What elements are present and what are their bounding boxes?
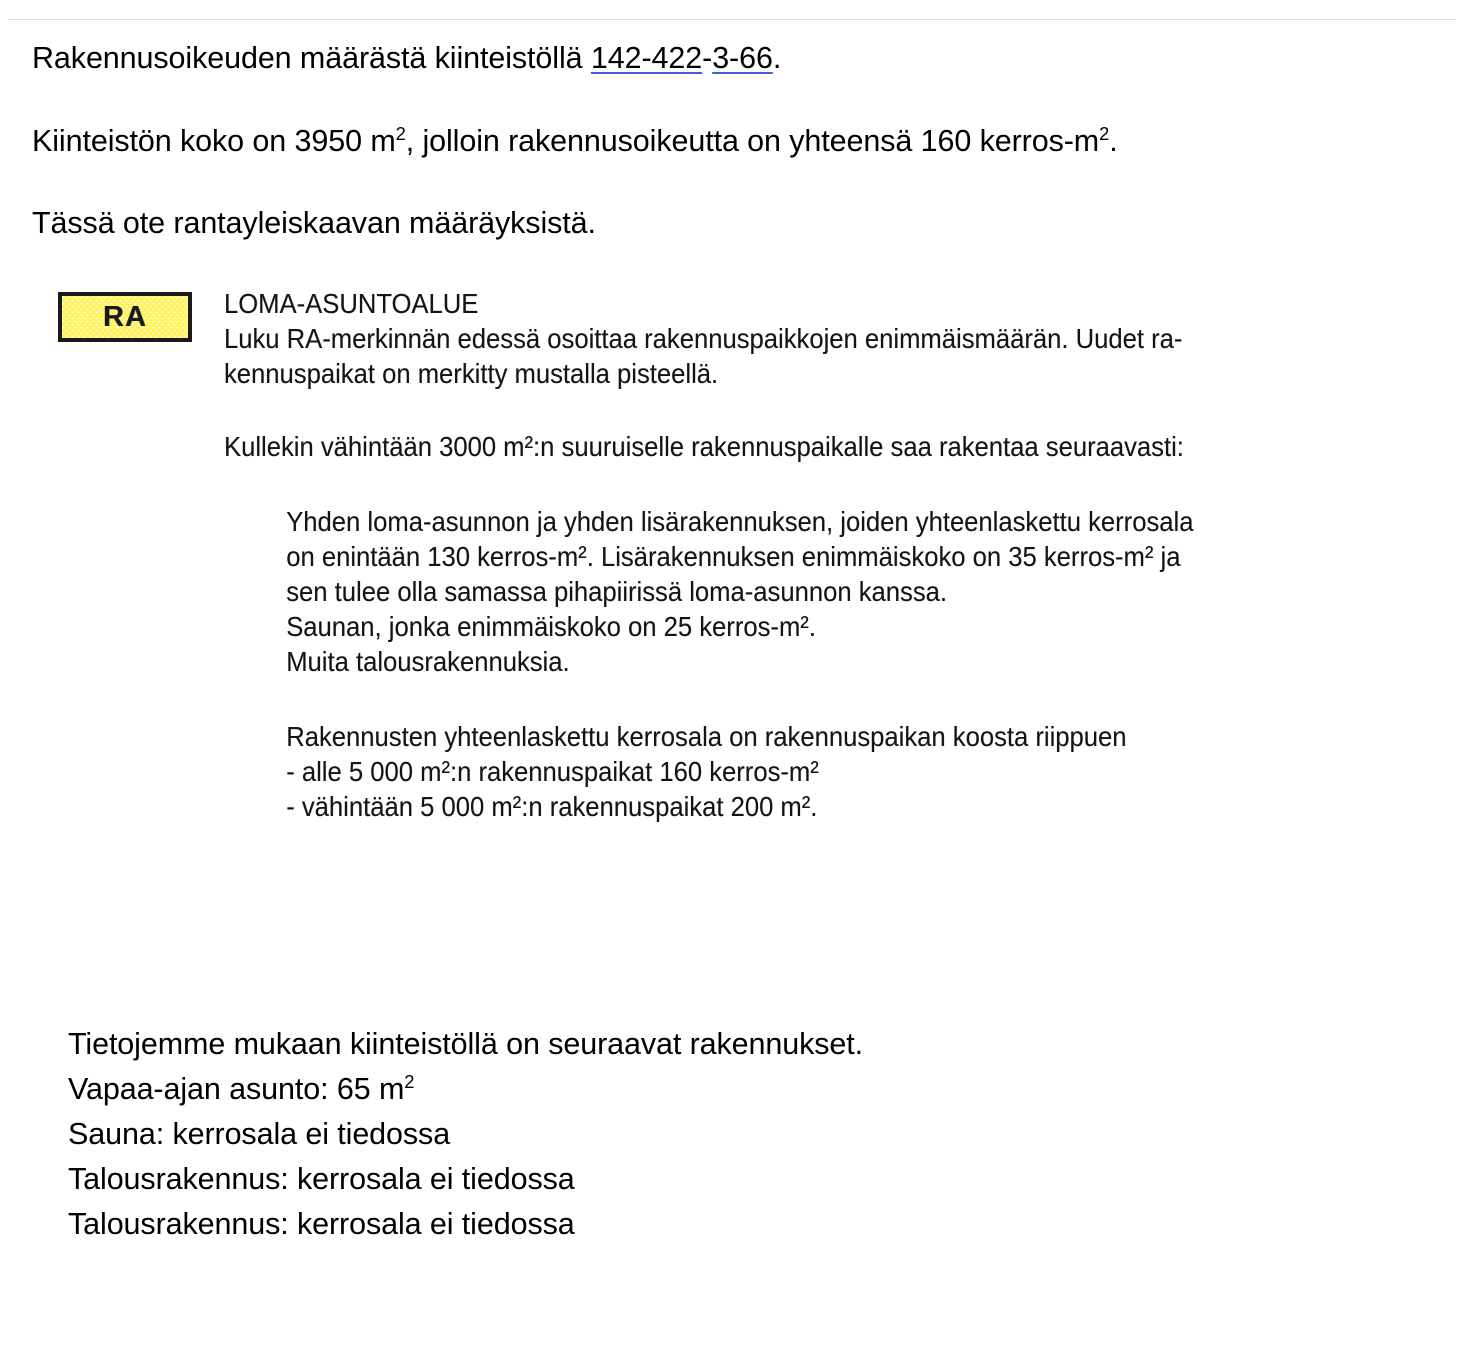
property-size-part-2: , jolloin rakennusoikeutta on yhteensä 160 kerros-m	[405, 123, 1100, 158]
building-item-1	[68, 1067, 1368, 1112]
plan-total-item-1: - alle 5 000 m²:n rakennuspaikat 160 kerros-m²	[286, 756, 819, 787]
property-id-line	[32, 40, 1432, 77]
property-size-part-3: .	[1109, 123, 1118, 158]
property-size-superscript-2: 2	[1099, 122, 1110, 144]
building-item-2	[68, 1112, 1368, 1157]
ra-symbol-label: RA	[103, 300, 147, 333]
building-item-1-label: Vapaa-ajan asunto: 65 m	[68, 1072, 405, 1106]
building-item-3	[68, 1157, 1368, 1202]
plan-gap-2	[224, 464, 1349, 504]
plan-allowance-line-5: Muita talousrakennuksia.	[286, 646, 570, 677]
building-item-4-label: Talousrakennus: kerrosala ei tiedossa	[68, 1207, 575, 1241]
plan-gap-3	[224, 679, 1349, 719]
plan-minimum-rule: Kullekin vähintään 3000 m²:n suuruiselle rakennuspaikalle saa rakentaa seuraavasti:	[224, 431, 1184, 462]
plan-total-intro: Rakennusten yhteenlaskettu kerrosala on rakennuspaikan koosta riippuen	[286, 721, 1127, 752]
property-size-line	[32, 123, 1432, 160]
property-size-part-1: Kiinteistön koko on 3950 m	[32, 123, 396, 158]
existing-buildings-section	[68, 1022, 1368, 1247]
building-item-2-label: Sauna: kerrosala ei tiedossa	[68, 1117, 451, 1151]
plan-allowance-line-4: Saunan, jonka enimmäiskoko on 25 kerros-m².	[286, 611, 816, 642]
plan-excerpt-text	[224, 286, 1349, 824]
plan-heading: LOMA-ASUNTOALUE	[224, 288, 479, 319]
top-divider	[8, 19, 1456, 20]
body-gap-2	[32, 159, 1432, 205]
plan-allowance-line-3: sen tulee olla samassa pihapiirissä loma-asunnon kanssa.	[286, 576, 948, 607]
plan-description-line-2: kennuspaikat on merkitty mustalla pisteellä.	[224, 358, 719, 389]
plan-excerpt-image	[0, 286, 1461, 866]
excerpt-intro-line: Tässä ote rantayleiskaavan määräyksistä.	[32, 206, 596, 241]
body-gap-1	[32, 77, 1432, 123]
plan-allowance-line-1: Yhden loma-asunnon ja yhden lisärakennuksen, joiden yhteenlaskettu kerrosala	[286, 506, 1194, 537]
property-id-separator: -	[702, 41, 713, 75]
ra-symbol-box	[58, 292, 192, 342]
building-item-4	[68, 1202, 1368, 1247]
buildings-intro: Tietojemme mukaan kiinteistöllä on seuraavat rakennukset.	[68, 1027, 864, 1061]
plan-allowance-group	[224, 504, 1349, 679]
building-item-1-superscript: 2	[404, 1070, 415, 1092]
property-id-part-1: 142-422	[590, 41, 703, 75]
plan-total-item-2: - vähintään 5 000 m²:n rakennuspaikat 200 m².	[286, 791, 818, 822]
plan-description-line-1: Luku RA-merkinnän edessä osoittaa rakennuspaikkojen enimmäismäärän. Uudet ra-	[224, 323, 1183, 354]
property-id-prefix: Rakennusoikeuden määrästä kiinteistöllä	[32, 41, 591, 75]
plan-gap-1	[224, 391, 1349, 429]
plan-total-group	[224, 719, 1349, 824]
property-id-part-2: 3-66	[712, 41, 773, 75]
message-body	[32, 40, 1432, 242]
property-size-superscript-1: 2	[395, 122, 406, 144]
plan-allowance-line-2: on enintään 130 kerros-m². Lisärakennuksen enimmäiskoko on 35 kerros-m² ja	[286, 541, 1181, 572]
property-id-suffix: .	[772, 41, 782, 75]
building-item-3-label: Talousrakennus: kerrosala ei tiedossa	[68, 1162, 575, 1196]
